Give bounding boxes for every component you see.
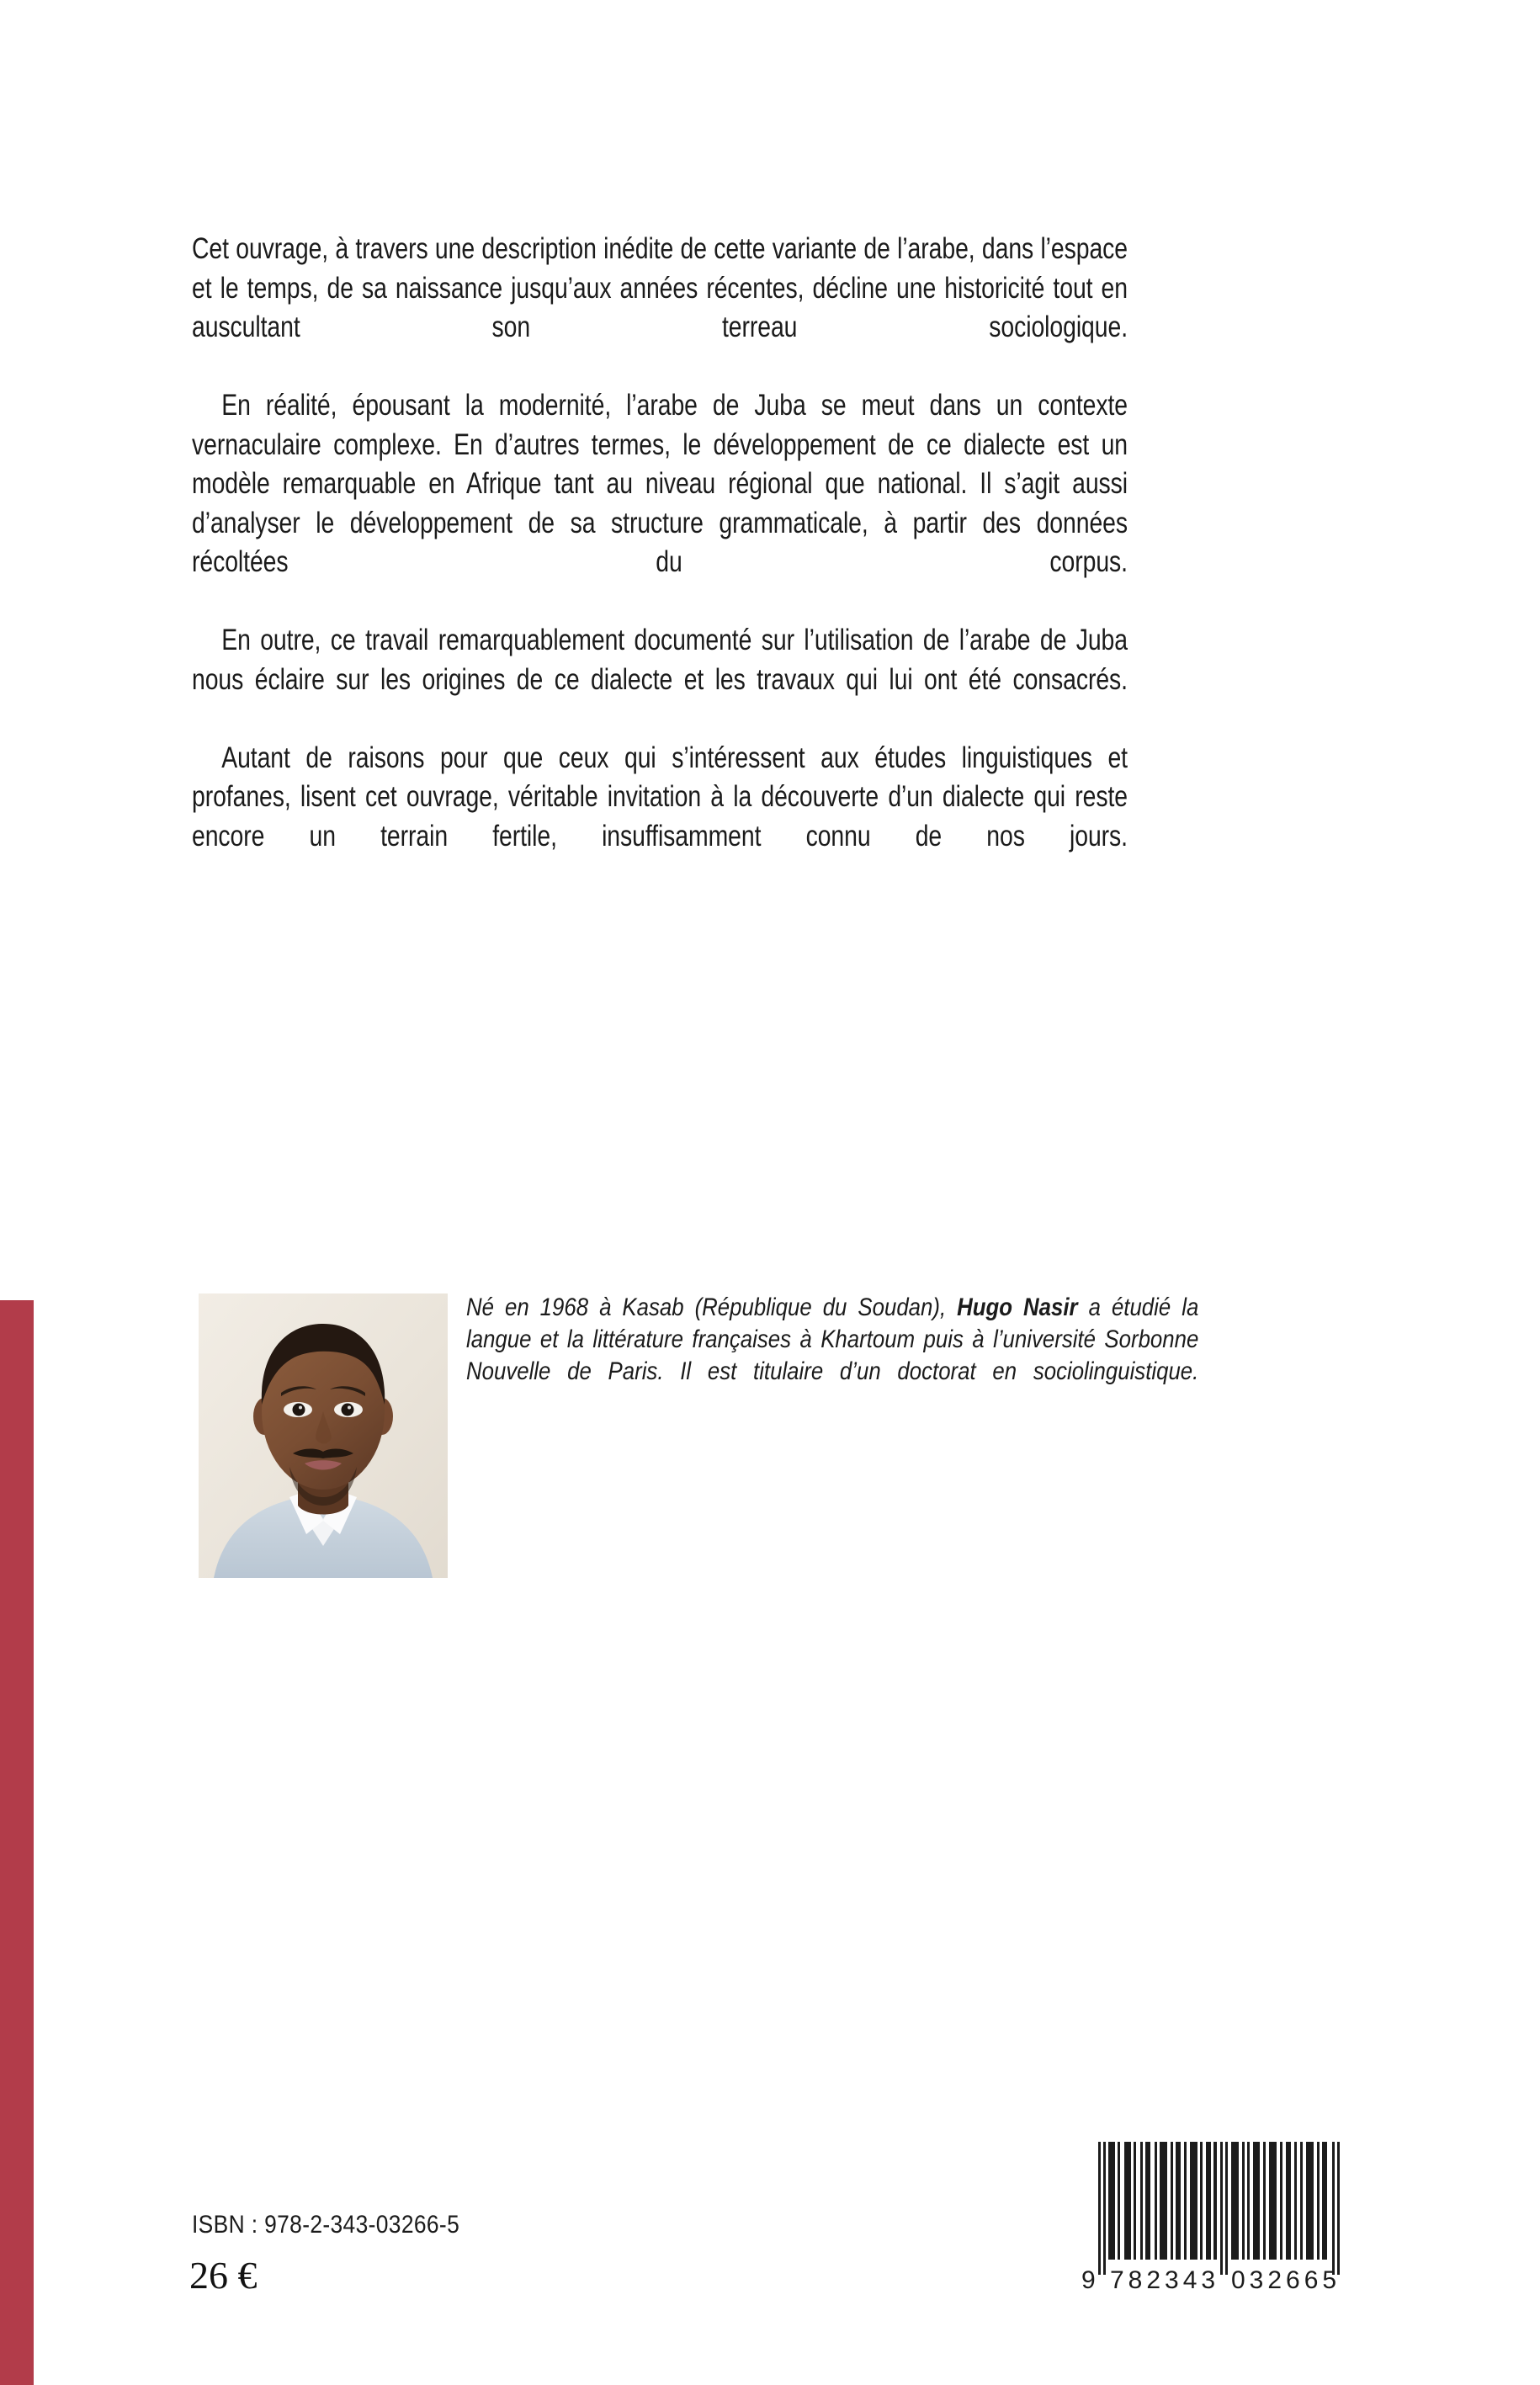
author-biography (466, 1292, 1198, 1420)
bio-text-before-name: Né en 1968 à Kasab (République du Soudan), (466, 1293, 958, 1321)
ean13-barcode (1080, 2140, 1349, 2290)
author-portrait-image (199, 1293, 448, 1578)
author-name: Hugo Nasir (957, 1293, 1078, 1321)
barcode-digits-right: 032665 (1231, 2266, 1341, 2290)
bio-text-after-name: a étudié la langue et la littérature françaises à Khartoum puis à l’université Sorbonne Nouvelle de Paris. Il est titulaire d’un doctorat en sociolinguistique. (466, 1293, 1199, 1385)
author-block (199, 1293, 1343, 1588)
isbn-label: ISBN : 978-2-343-03266-5 (192, 2211, 460, 2239)
blurb-paragraph: En outre, ce travail remarquablement documenté sur l’utilisation de l’arabe de Juba nous éclaire sur les origines de ce dialecte et les travaux qui lui ont été consacrés. (192, 623, 1128, 696)
blurb-paragraph: Autant de raisons pour que ceux qui s’intéressent aux études linguistiques et profanes, lisent cet ouvrage, véritable invitation à la découverte d’un dialecte qui reste encore un terrain fertile, insuffisamment connu de nos jours. (192, 740, 1128, 853)
blurb-paragraph: Cet ouvrage, à travers une description inédite de cette variante de l’arabe, dans l’espace et le temps, de sa naissance jusqu’aux années récentes, décline une historicité tout en auscultant son terreau sociologique. (192, 231, 1128, 343)
spine-accent-strip (0, 1300, 34, 2385)
blurb-paragraph: En réalité, épousant la modernité, l’arabe de Juba se meut dans un contexte vernaculaire complexe. En d’autres termes, le développement de ce dialecte est un modèle remarquable en Afrique tant au niveau régional que national. Il s’agit aussi d’analyser le développement de sa structure grammaticale, à partir des données récoltées du corpus. (192, 388, 1128, 578)
barcode-image (1080, 2140, 1349, 2290)
back-cover-blurb (192, 229, 1128, 895)
barcode-digit-prefix: 9 (1081, 2266, 1096, 2290)
barcode-digits-left: 782343 (1110, 2266, 1220, 2290)
author-portrait-photo (199, 1293, 448, 1578)
price-label: 26 € (189, 2254, 258, 2297)
